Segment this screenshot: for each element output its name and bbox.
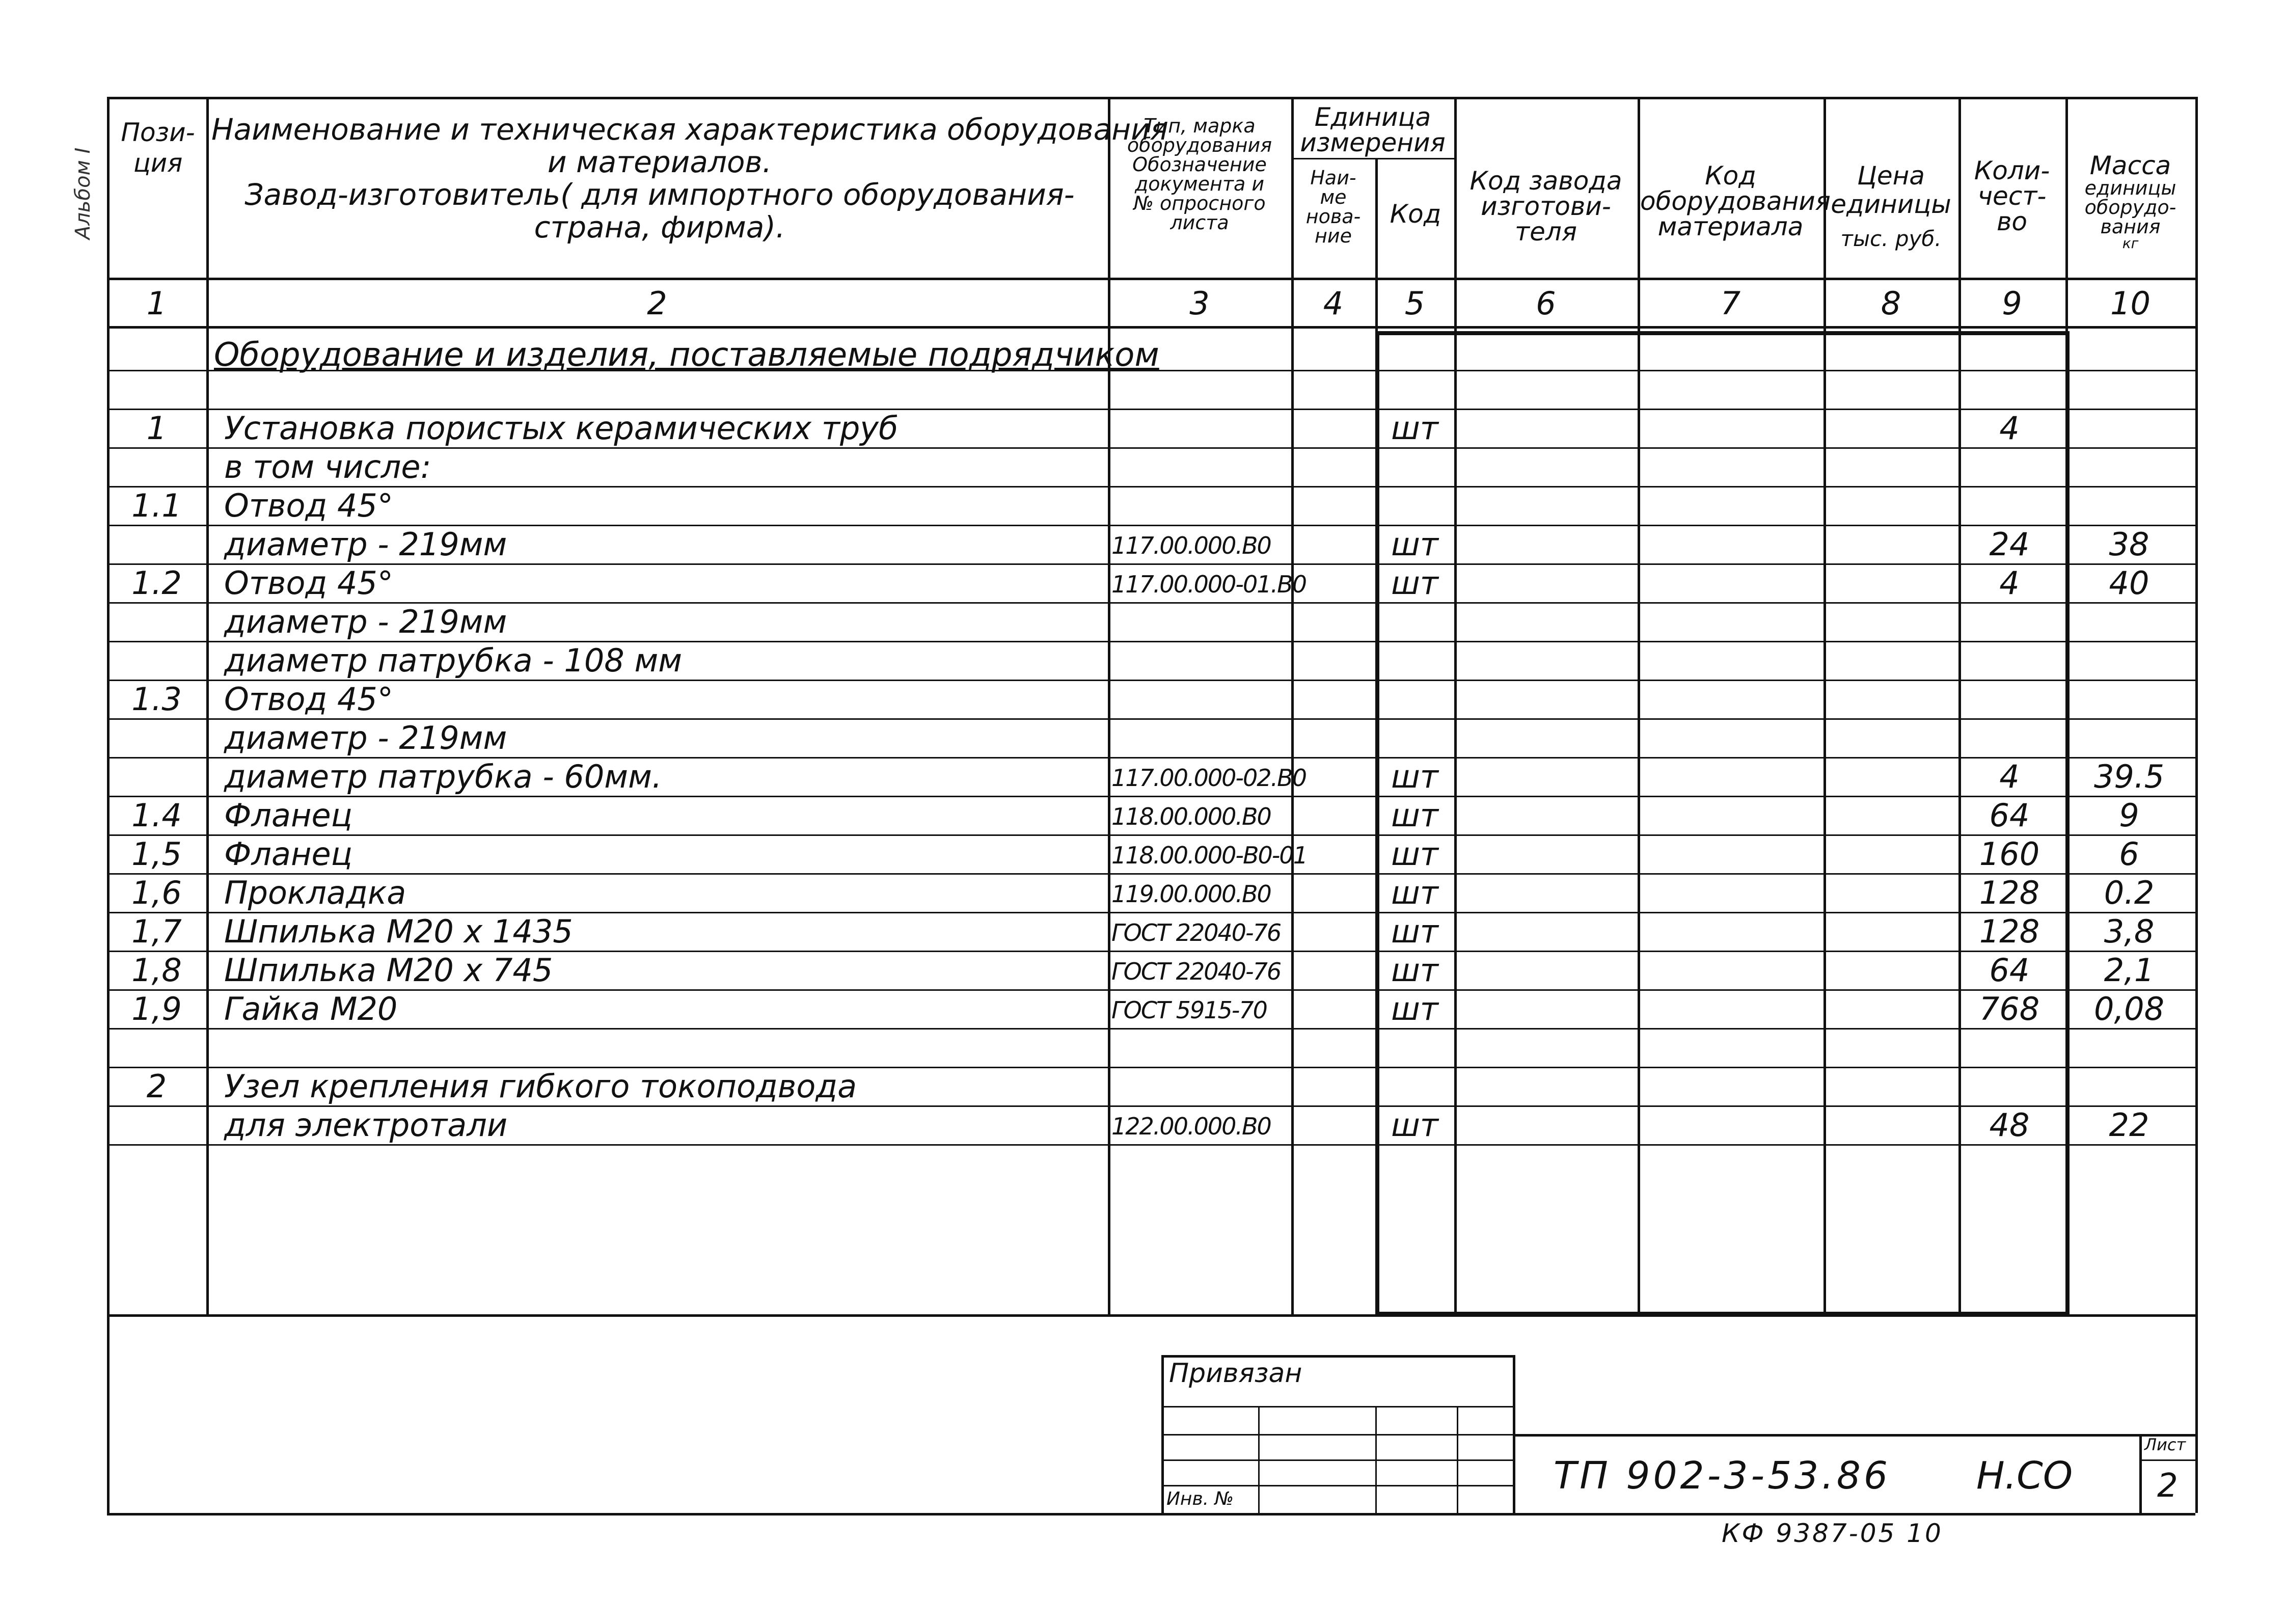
header-quantity (1961, 158, 2063, 234)
header-mass (2068, 153, 2193, 251)
header-mass-line5: кг (2122, 235, 2139, 252)
cell-name: Установка пористых керамических труб (224, 410, 899, 447)
header-position-line1: Пози- (121, 118, 195, 147)
header-equipment-line2: оборудования (1640, 186, 1831, 216)
cell-position: 1,6 (131, 874, 182, 911)
header-unit-name (1294, 168, 1373, 246)
cell-code: ГОСТ 22040-76 (1111, 958, 1281, 985)
cell-code: ГОСТ 22040-76 (1111, 919, 1281, 946)
header-unit-name-line2: ме (1320, 186, 1347, 208)
header-mass-line3: оборудо- (2084, 196, 2176, 219)
cell-name: Отвод 45° (224, 681, 393, 718)
header-equipment-code (1640, 161, 1831, 241)
cell-name: Фланец (224, 797, 352, 834)
cell-mass: 6 (2119, 835, 2139, 873)
section-title: Оборудование и изделия, поставляемые подрядчиком (214, 336, 1159, 374)
cell-mass: 3,8 (2104, 913, 2155, 950)
cell-name: Шпилька М20 х 1435 (224, 913, 573, 950)
header-unit-name-line4: ние (1315, 225, 1352, 247)
header-price-line3: тыс. руб. (1840, 226, 1942, 251)
cell-position: 1.3 (131, 681, 182, 718)
col-number-1: 1 (146, 285, 167, 322)
header-position-line2: ция (133, 148, 183, 178)
doc-suffix: Н.СО (1976, 1454, 2073, 1498)
cell-unit: шт (1391, 1106, 1438, 1144)
header-type-line6: листа (1170, 211, 1229, 234)
row-line (107, 989, 2195, 991)
cell-name: Прокладка (224, 874, 406, 911)
header-name-line1: Наименование и техническая характеристика оборудования (211, 112, 1168, 147)
cell-unit: шт (1391, 410, 1438, 447)
cell-position: 1 (146, 410, 167, 447)
cell-mass: 39.5 (2093, 758, 2165, 795)
cell-unit: шт (1391, 990, 1438, 1027)
cell-mass: 9 (2119, 797, 2139, 834)
header-name-line4: страна, фирма). (534, 210, 785, 245)
cell-quantity: 24 (1989, 526, 2030, 563)
cell-unit: шт (1391, 758, 1438, 795)
cell-name: диаметр - 219мм (224, 719, 507, 756)
cell-position: 1,8 (131, 952, 182, 989)
header-unit-name-line1: Наи- (1310, 167, 1356, 189)
cell-code: 118.00.000-В0-01 (1111, 842, 1307, 869)
row-line (107, 486, 2195, 488)
side-label: Альбом I (71, 147, 95, 239)
cell-mass: 0.2 (2104, 874, 2155, 911)
cell-name: диаметр патрубка - 108 мм (224, 642, 682, 679)
cell-position: 1,9 (131, 990, 182, 1027)
header-unit-group (1294, 104, 1452, 155)
row-line (107, 1028, 2195, 1030)
col-number-10: 10 (2110, 285, 2151, 322)
header-name-line3: Завод-изготовитель( для импортного оборудования- (244, 177, 1075, 212)
cell-name: диаметр - 219мм (224, 526, 507, 563)
stamp-inv-label: Инв. № (1166, 1488, 1234, 1509)
header-type (1110, 116, 1289, 232)
cell-name: для электротали (224, 1106, 508, 1144)
col-number-6: 6 (1536, 285, 1556, 322)
col-number-3: 3 (1189, 285, 1210, 322)
cell-code: 118.00.000.В0 (1111, 803, 1271, 830)
cell-quantity: 128 (1979, 913, 2040, 950)
stamp-attached-label: Привязан (1169, 1358, 1302, 1389)
cell-mass: 22 (2109, 1106, 2149, 1144)
cell-mass: 40 (2109, 564, 2149, 602)
header-equipment-line3: материала (1657, 212, 1804, 241)
header-manufacturer-code (1457, 168, 1635, 245)
cell-unit: шт (1391, 526, 1438, 563)
cell-name: диаметр патрубка - 60мм. (224, 758, 662, 795)
header-unit-line1: Единица (1314, 102, 1431, 132)
cell-position: 1.2 (131, 564, 182, 602)
header-name-line2: и материалов. (547, 145, 772, 179)
header-manufacturer-line2: изготови- (1481, 192, 1611, 221)
sheet-number: 2 (2157, 1467, 2178, 1505)
col-number-7: 7 (1720, 285, 1741, 322)
cell-code: 117.00.000-02.В0 (1111, 764, 1306, 792)
cell-code: ГОСТ 5915-70 (1111, 996, 1267, 1024)
cell-code: 122.00.000.В0 (1111, 1113, 1271, 1140)
header-quantity-line3: во (1996, 207, 2028, 236)
cell-quantity: 4 (1999, 564, 2020, 602)
row-line (107, 680, 2195, 681)
header-type-line2: оборудования (1127, 134, 1272, 156)
header-price-line2: единицы (1831, 190, 1951, 219)
header-unit-name-line3: нова- (1305, 205, 1361, 228)
cell-quantity: 768 (1979, 990, 2040, 1027)
cell-name: в том числе: (224, 448, 431, 485)
cell-unit: шт (1391, 835, 1438, 873)
cell-name: Фланец (224, 835, 352, 873)
cell-position: 1.1 (131, 487, 182, 524)
cell-unit: шт (1391, 797, 1438, 834)
cell-code: 117.00.000.В0 (1111, 532, 1271, 559)
row-line (107, 873, 2195, 875)
cell-position: 1,7 (131, 913, 182, 950)
header-type-line1: Тип, марка (1144, 115, 1256, 137)
cell-name: Узел крепления гибкого токоподвода (224, 1068, 857, 1105)
doc-code: ТП 902-3-53.86 (1554, 1454, 1891, 1498)
cell-quantity: 4 (1999, 410, 2020, 447)
row-line (107, 563, 2195, 565)
header-mass-line1: Масса (2089, 151, 2171, 180)
header-price (1826, 163, 1956, 250)
cell-unit: шт (1391, 874, 1438, 911)
cell-code: 119.00.000.В0 (1111, 880, 1271, 908)
cell-quantity: 64 (1989, 952, 2030, 989)
row-line (107, 1144, 2195, 1146)
cell-mass: 2,1 (2104, 952, 2155, 989)
cell-name: диаметр - 219мм (224, 603, 507, 640)
header-unit-line2: измерения (1300, 128, 1446, 157)
cell-unit: шт (1391, 564, 1438, 602)
header-mass-line4: вания (2100, 215, 2161, 238)
cell-quantity: 160 (1979, 835, 2040, 873)
header-position (115, 120, 201, 176)
col-number-5: 5 (1404, 285, 1425, 322)
col-number-9: 9 (2002, 285, 2022, 322)
cell-quantity: 48 (1989, 1106, 2030, 1144)
cell-quantity: 128 (1979, 874, 2040, 911)
cell-name: Отвод 45° (224, 564, 393, 602)
header-manufacturer-line3: теля (1515, 217, 1577, 247)
header-price-line1: Цена (1857, 161, 1925, 191)
cell-quantity: 4 (1999, 758, 2020, 795)
cell-unit: шт (1391, 913, 1438, 950)
col-number-4: 4 (1323, 285, 1344, 322)
header-quantity-line1: Коли- (1974, 156, 2050, 185)
cell-name: Шпилька М20 х 745 (224, 952, 553, 989)
cell-name: Гайка М20 (224, 990, 398, 1027)
sheet-label: Лист (2144, 1435, 2186, 1454)
cell-code: 117.00.000-01.В0 (1111, 571, 1306, 598)
cell-position: 1,5 (131, 835, 182, 873)
col-number-8: 8 (1881, 285, 1901, 322)
header-type-line4: документа и (1134, 173, 1265, 195)
header-mass-line2: единицы (2084, 177, 2176, 199)
cell-quantity: 64 (1989, 797, 2030, 834)
cell-position: 2 (146, 1068, 167, 1105)
cell-position: 1.4 (131, 797, 182, 834)
cell-unit: шт (1391, 952, 1438, 989)
header-type-line3: Обозначение (1132, 153, 1267, 176)
row-line (107, 834, 2195, 836)
cell-mass: 0,08 (2093, 990, 2165, 1027)
footer-code: КФ 9387-05 10 (1722, 1519, 1943, 1548)
cell-mass: 38 (2109, 526, 2149, 563)
cell-name: Отвод 45° (224, 487, 393, 524)
header-manufacturer-line1: Код завода (1469, 166, 1622, 196)
header-type-line5: № опросного (1133, 192, 1266, 214)
header-name (211, 112, 1168, 245)
header-equipment-line1: Код (1705, 161, 1756, 191)
col-number-2: 2 (647, 285, 667, 322)
header-quantity-line2: чест- (1977, 181, 2047, 211)
row-line (107, 796, 2195, 797)
header-unit-code: Код (1390, 199, 1441, 229)
